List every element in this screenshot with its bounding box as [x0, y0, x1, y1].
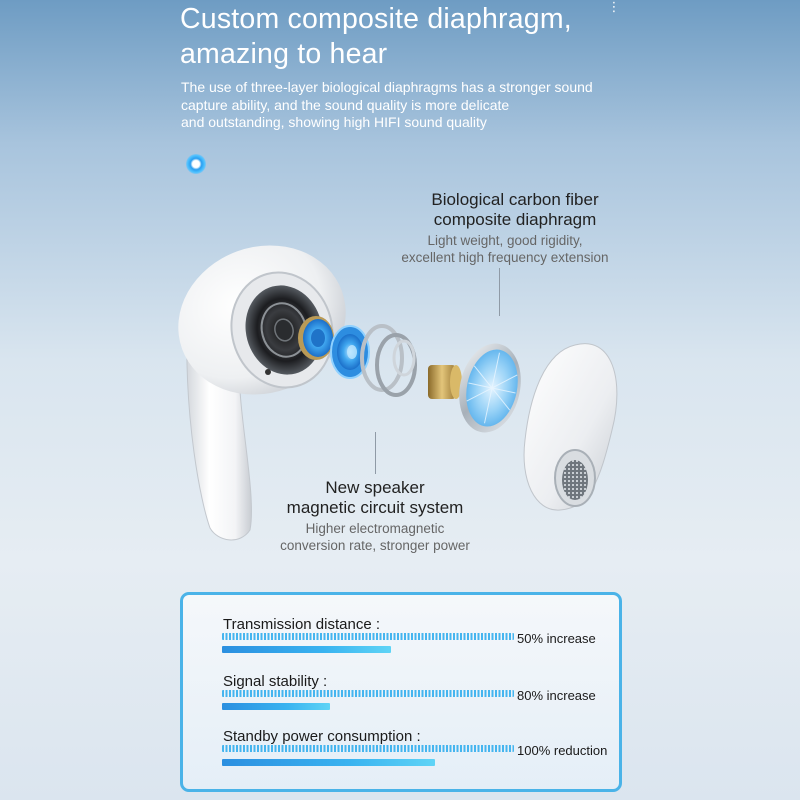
speaker-leader-line	[375, 432, 376, 474]
speaker-callout-description: Higher electromagnetic conversion rate, stronger power	[280, 521, 470, 553]
title-line-1: Custom composite diaphragm,	[180, 3, 572, 35]
intro-line-1: The use of three-layer biological diaphragms has a stronger sound	[181, 79, 593, 95]
intro-line-3: and outstanding, showing high HIFI sound quality	[181, 114, 487, 130]
stat-fill-transmission	[222, 646, 391, 653]
stat-fill-standby	[222, 759, 435, 766]
stat-track-standby	[222, 745, 514, 752]
stat-value-transmission: 50% increase	[517, 631, 596, 646]
earbud-mesh	[562, 460, 588, 500]
stat-label-signal: Signal stability :	[223, 673, 328, 690]
menu-icon[interactable]: ⋮	[607, 0, 621, 14]
stat-label-transmission: Transmission distance :	[223, 616, 381, 633]
speaker-callout-title: New speaker magnetic circuit system	[286, 478, 464, 517]
stat-track-transmission	[222, 633, 514, 640]
stat-value-standby: 100% reduction	[517, 743, 608, 758]
diaphragm-callout-title: Biological carbon fiber composite diaphragm	[431, 190, 599, 229]
diaphragm-leader-line	[499, 268, 500, 316]
stats-panel	[180, 592, 622, 792]
diaphragm-callout-description: Light weight, good rigidity, excellent high frequency extension	[401, 233, 609, 265]
stat-fill-signal	[222, 703, 330, 710]
intro-line-2: capture ability, and the sound quality is more delicate	[181, 96, 510, 113]
stat-label-standby: Standby power consumption :	[223, 728, 421, 745]
title-line-2: amazing to hear	[180, 38, 388, 70]
stat-track-signal	[222, 690, 514, 697]
stat-value-signal: 80% increase	[517, 688, 596, 703]
